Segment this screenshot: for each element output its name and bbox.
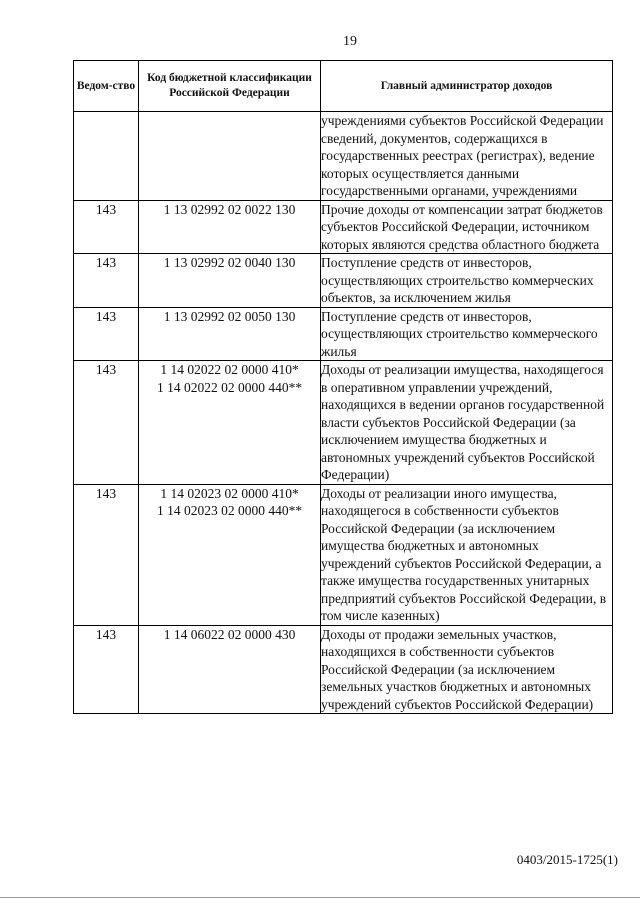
budget-revenue-table [73,60,613,714]
dept-cell: 143 [74,254,139,308]
dept-cell: 143 [74,625,139,714]
page-number: 19 [343,34,357,49]
code-cell [139,200,321,254]
admin-cell: Прочие доходы от компенсации затрат бюджетов субъектов Российской Федерации, источником которых являются средства областного бюджета [321,200,613,254]
budget-code: 1 14 02022 02 0000 410* [160,362,299,377]
table-row [74,625,613,714]
table-row [74,200,613,254]
dept-cell: 143 [74,307,139,361]
code-cell [139,484,321,625]
dept-cell: 143 [74,484,139,625]
table-row [74,254,613,308]
admin-cell: Поступление средств от инвесторов, осуществляющих строительство коммерческого жилья [321,307,613,361]
budget-code: 1 14 02023 02 0000 410* [160,485,299,501]
table-header-row [74,61,613,112]
code-cell [139,112,321,201]
budget-code: 1 13 02992 02 0040 130 [163,255,296,270]
admin-cell: учреждениями субъектов Российской Федерации сведений, документов, содержащихся в государственных реестрах (регистрах), ведение которых осуществляется данными государственными органами, учреждениями [321,112,613,201]
dept-cell: 143 [74,200,139,254]
budget-code: 1 14 02022 02 0000 440** [156,379,303,395]
document-id: 0403/2015-1725(1) [516,852,618,867]
admin-cell: Доходы от реализации иного имущества, находящегося в собственности субъектов Российской Федерации (за исключением имущества бюджетных и автономных учреждений субъектов Российской Федерации, а также имущества государственных унитарных предприятий субъектов Российской Федерации, в том числе казенных) [321,484,613,625]
budget-code: 1 14 06022 02 0000 430 [163,626,296,642]
table-row [74,361,613,485]
dept-cell [74,112,139,201]
table-row [74,112,613,201]
budget-code: 1 13 02992 02 0022 130 [163,201,296,217]
table-body [74,112,613,714]
code-cell [139,307,321,361]
dept-cell: 143 [74,361,139,485]
code-cell [139,625,321,714]
header-dept: Ведом-ство [74,61,139,112]
table-row [74,307,613,361]
budget-code: 1 13 02992 02 0050 130 [163,308,296,324]
header-admin: Главный администратор доходов [321,61,613,112]
code-cell [139,361,321,485]
scan-edge-line [0,897,640,898]
admin-cell: Доходы от продажи земельных участков, находящихся в собственности субъектов Российской Федерации (за исключением земельных участков бюджетных и автономных учреждений субъектов Российской Федерации) [321,625,613,714]
admin-cell: Доходы от реализации имущества, находящегося в оперативном управлении учреждений, находящихся в ведении органов государственной власти субъектов Российской Федерации (за исключением имущества бюджетных и автономных учреждений субъектов Российской Федерации) [321,361,613,485]
admin-cell: Поступление средств от инвесторов, осуществляющих строительство коммерческих объектов, за исключением жилья [321,254,613,308]
header-code: Код бюджетной классификации Российской Федерации [139,61,321,112]
budget-code: 1 14 02023 02 0000 440** [156,503,303,518]
code-cell [139,254,321,308]
table-row [74,484,613,625]
